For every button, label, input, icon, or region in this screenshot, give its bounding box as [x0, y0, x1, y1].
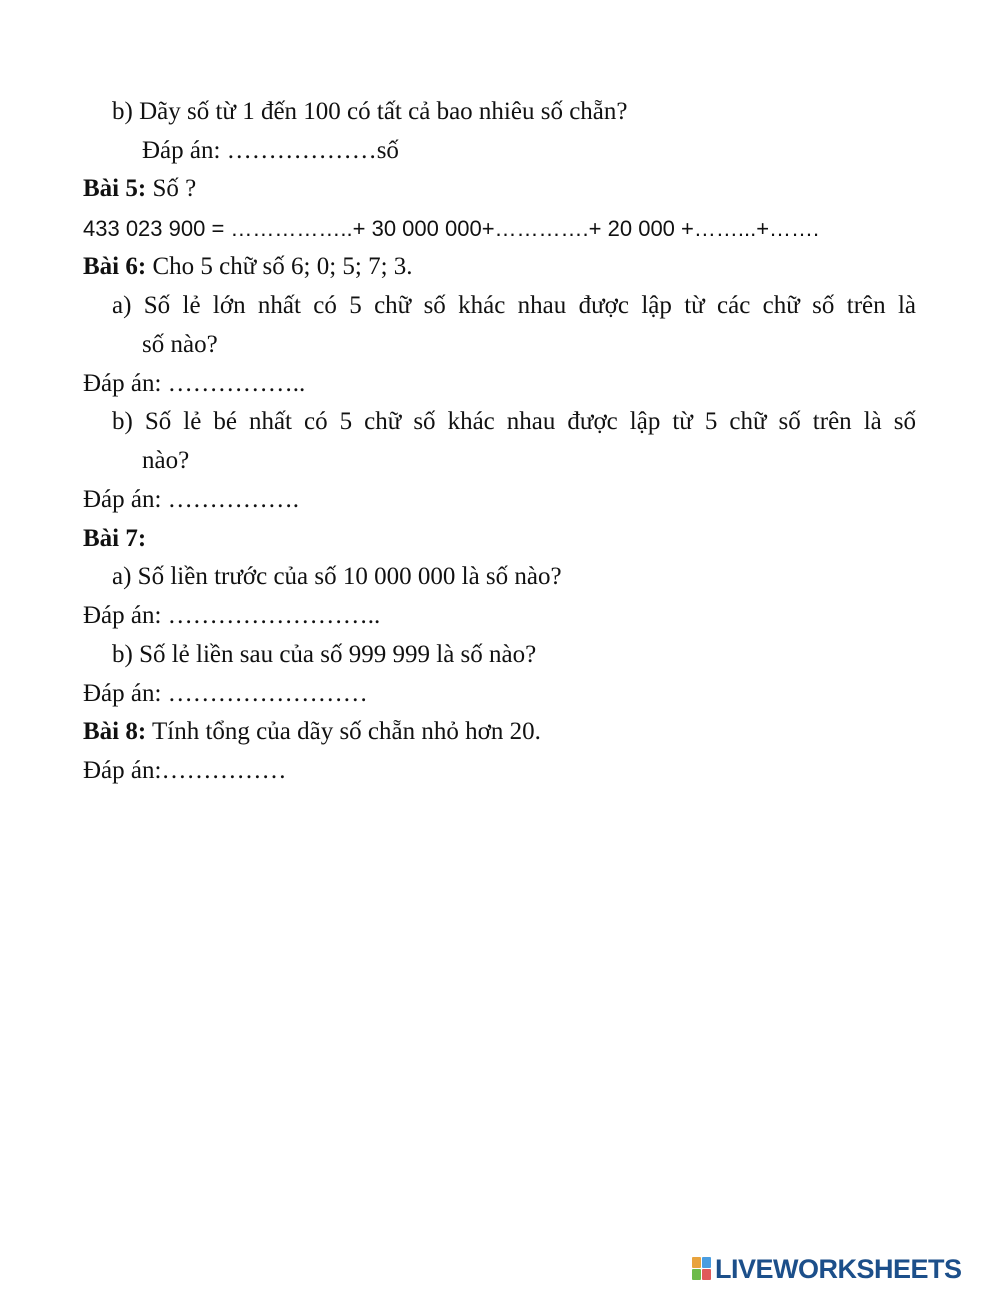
question-6a-continued: số nào? [142, 331, 218, 358]
exercise-6-heading: Bài 6: Cho 5 chữ số 6; 0; 5; 7; 3. [83, 253, 413, 280]
question-7b: b) Số lẻ liền sau của số 999 999 là số nào? [112, 641, 537, 668]
exercise-7-heading: Bài 7: [83, 525, 147, 552]
question-7a: a) Số liền trước của số 10 000 000 là số nào? [112, 563, 562, 590]
answer-6b: Đáp án: ……………. [83, 486, 299, 513]
answer-7b: Đáp án: …………………… [83, 680, 368, 707]
question-6b: b) Số lẻ bé nhất có 5 chữ số khác nhau được lập từ 5 chữ số trên là số [112, 408, 916, 435]
question-4b: b) Dãy số từ 1 đến 100 có tất cả bao nhiêu số chẵn? [112, 98, 628, 125]
answer-8: Đáp án:…………… [83, 757, 287, 784]
exercise-8-heading: Bài 8: Tính tổng của dãy số chẵn nhỏ hơn 20. [83, 718, 541, 745]
logo-text: LIVEWORKSHEETS [715, 1253, 962, 1284]
exercise-5-expression: 433 023 900 = ……………..+ 30 000 000+………….+ 20 000 +……...+……. [83, 216, 820, 241]
exercise-5-heading: Bài 5: Số ? [83, 175, 197, 202]
answer-6a: Đáp án: …………….. [83, 370, 306, 397]
question-6b-continued: nào? [142, 447, 190, 474]
liveworksheets-logo [692, 1254, 962, 1284]
question-6a: a) Số lẻ lớn nhất có 5 chữ số khác nhau được lập từ các chữ số trên là [112, 292, 916, 319]
logo-mark-icon [692, 1257, 712, 1281]
answer-7a: Đáp án: …………………….. [83, 602, 381, 629]
answer-4b: Đáp án: ………………số [142, 137, 399, 164]
